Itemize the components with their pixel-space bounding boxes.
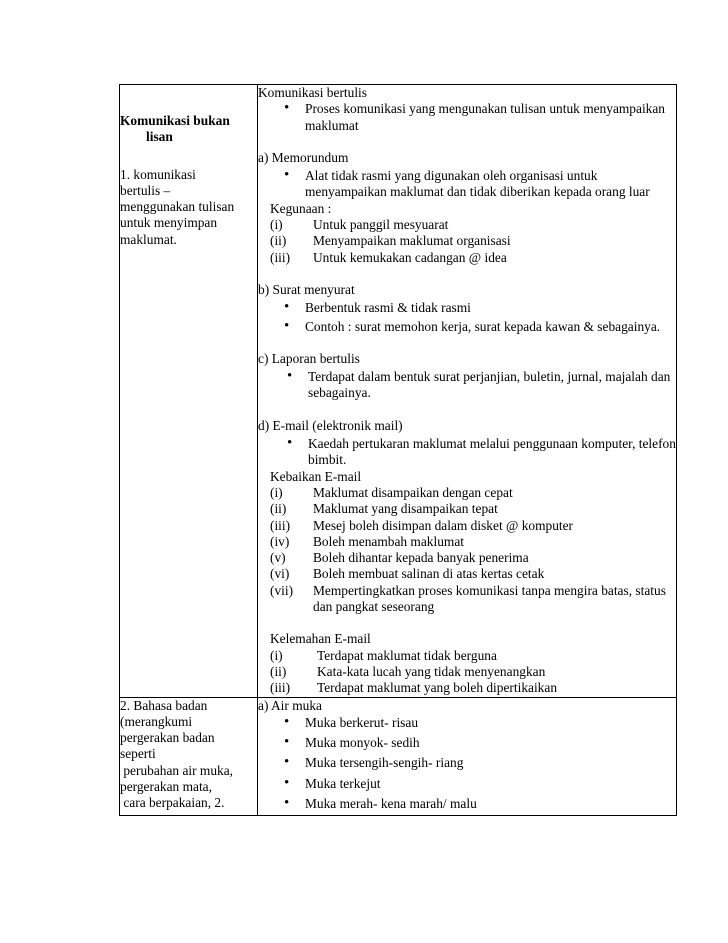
list-item: • Muka terkejut xyxy=(258,776,676,792)
list-item: (iii) Untuk kemukakan cadangan @ idea xyxy=(270,249,507,265)
memo-title: a) Memorundum xyxy=(258,149,349,165)
list-item: • Muka tersengih-sengih- riang xyxy=(258,755,676,771)
kelemahan-title: Kelemahan E-mail xyxy=(270,631,371,647)
list-item: (iv) Boleh menambah maklumat xyxy=(270,533,464,549)
table-row xyxy=(120,697,677,816)
list-item: • Terdapat dalam bentuk surat perjanjian, buletin, jurnal, majalah dan sebagainya. xyxy=(258,369,676,402)
left-cell-top xyxy=(120,85,258,698)
list-item: (vi) Boleh membuat salinan di atas kertas cetak xyxy=(270,566,545,582)
right-cell-bottom xyxy=(258,697,677,816)
list-item: (ii) Kata-kata lucah yang tidak menyenangkan xyxy=(270,663,546,679)
list-item: (ii) Maklumat yang disampaikan tepat xyxy=(270,501,498,517)
list-item: (ii) Menyampaikan maklumat organisasi xyxy=(270,233,511,249)
list-item: (i) Terdapat maklumat tidak berguna xyxy=(270,647,497,663)
list-item: • Muka merah- kena marah/ malu xyxy=(258,796,676,812)
email-title: d) E-mail (elektronik mail) xyxy=(258,417,403,433)
left-title-line2: lisan xyxy=(146,129,173,145)
list-item: (iii) Mesej boleh disimpan dalam disket @ komputer xyxy=(270,517,574,533)
list-item: (i) Untuk panggil mesyuarat xyxy=(270,217,449,233)
left-section-1: 1. komunikasi bertulis – menggunakan tulisan untuk menyimpan maklumat. xyxy=(120,166,235,247)
list-item: • Kaedah pertukaran maklumat melalui penggunaan komputer, telefon bimbit. xyxy=(258,436,676,469)
list-item: • Berbentuk rasmi & tidak rasmi xyxy=(258,300,676,316)
table-row xyxy=(120,85,677,698)
surat-title: b) Surat menyurat xyxy=(258,281,355,297)
list-item: • Alat tidak rasmi yang digunakan oleh organisasi untuk menyampaikan maklumat dan tidak diberikan kepada orang luar xyxy=(258,168,676,201)
left-cell-bottom: 2. Bahasa badan (merangkumi pergerakan badan seperti perubahan air muka, pergerakan mata, cara berpakaian, 2. xyxy=(120,697,258,816)
kebaikan-title: Kebaikan E-mail xyxy=(270,468,362,484)
list-item: (v) Boleh dihantar kepada banyak penerima xyxy=(270,550,529,566)
notes-table xyxy=(119,84,677,816)
laporan-title: c) Laporan bertulis xyxy=(258,350,360,366)
list-item: (vii) Mempertingkatkan proses komunikasi tanpa mengira batas, status dan pangkat seseorang xyxy=(270,582,666,615)
right-cell-top xyxy=(258,85,677,698)
list-item: • Muka monyok- sedih xyxy=(258,735,676,751)
list-item: • Proses komunikasi yang mengunakan tulisan untuk menyampaikan maklumat xyxy=(258,101,676,134)
list-item: • Muka berkerut- risau xyxy=(258,715,676,731)
memo-kegunaan: Kegunaan : xyxy=(270,200,332,216)
section-heading: Komunikasi bertulis xyxy=(258,85,367,100)
list-item: (iii) Terdapat maklumat yang boleh dipertikaikan xyxy=(270,680,558,696)
air-muka-title: a) Air muka xyxy=(258,697,322,713)
list-item: • Contoh : surat memohon kerja, surat kepada kawan & sebagainya. xyxy=(258,319,676,335)
list-item: (i) Maklumat disampaikan dengan cepat xyxy=(270,484,513,500)
left-title: Komunikasi bukan xyxy=(120,113,230,128)
